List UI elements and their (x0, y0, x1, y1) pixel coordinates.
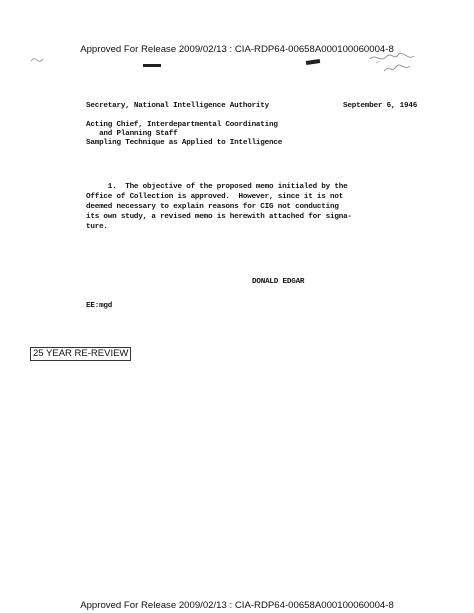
typist-initials: EE:mgd (86, 302, 113, 310)
redaction-mark-right (306, 59, 320, 65)
paragraph-line-1: 1. The objective of the proposed memo initialed by the (86, 183, 348, 191)
release-stamp-bottom: Approved For Release 2009/02/13 : CIA-RDP64-00658A000100060004-8 (80, 600, 394, 611)
redaction-mark-left (143, 64, 161, 67)
handwritten-annotation (368, 49, 416, 77)
paragraph-line-2: Office of Collection is approved. However, since it is not (86, 193, 344, 201)
memo-date: September 6, 1946 (343, 102, 418, 110)
paragraph-line-3: deemed necessary to explain reasons for CIG not conducting (86, 203, 339, 211)
memo-from-line-1: Acting Chief, Interdepartmental Coordinating (86, 121, 278, 129)
paragraph-line-5: ture. (86, 223, 108, 231)
corner-scribble (30, 55, 44, 65)
signature-name: DONALD EDGAR (252, 278, 305, 286)
paragraph-line-4: its own study, a revised memo is herewith attached for signa- (86, 213, 352, 221)
review-stamp: 25 YEAR RE-REVIEW (30, 347, 131, 361)
memo-from-line-2: and Planning Staff (86, 130, 178, 138)
memo-subject: Sampling Technique as Applied to Intelligence (86, 139, 283, 147)
release-stamp-top: Approved For Release 2009/02/13 : CIA-RDP64-00658A000100060004-8 (80, 44, 394, 55)
memo-addressee: Secretary, National Intelligence Authority (86, 102, 269, 110)
